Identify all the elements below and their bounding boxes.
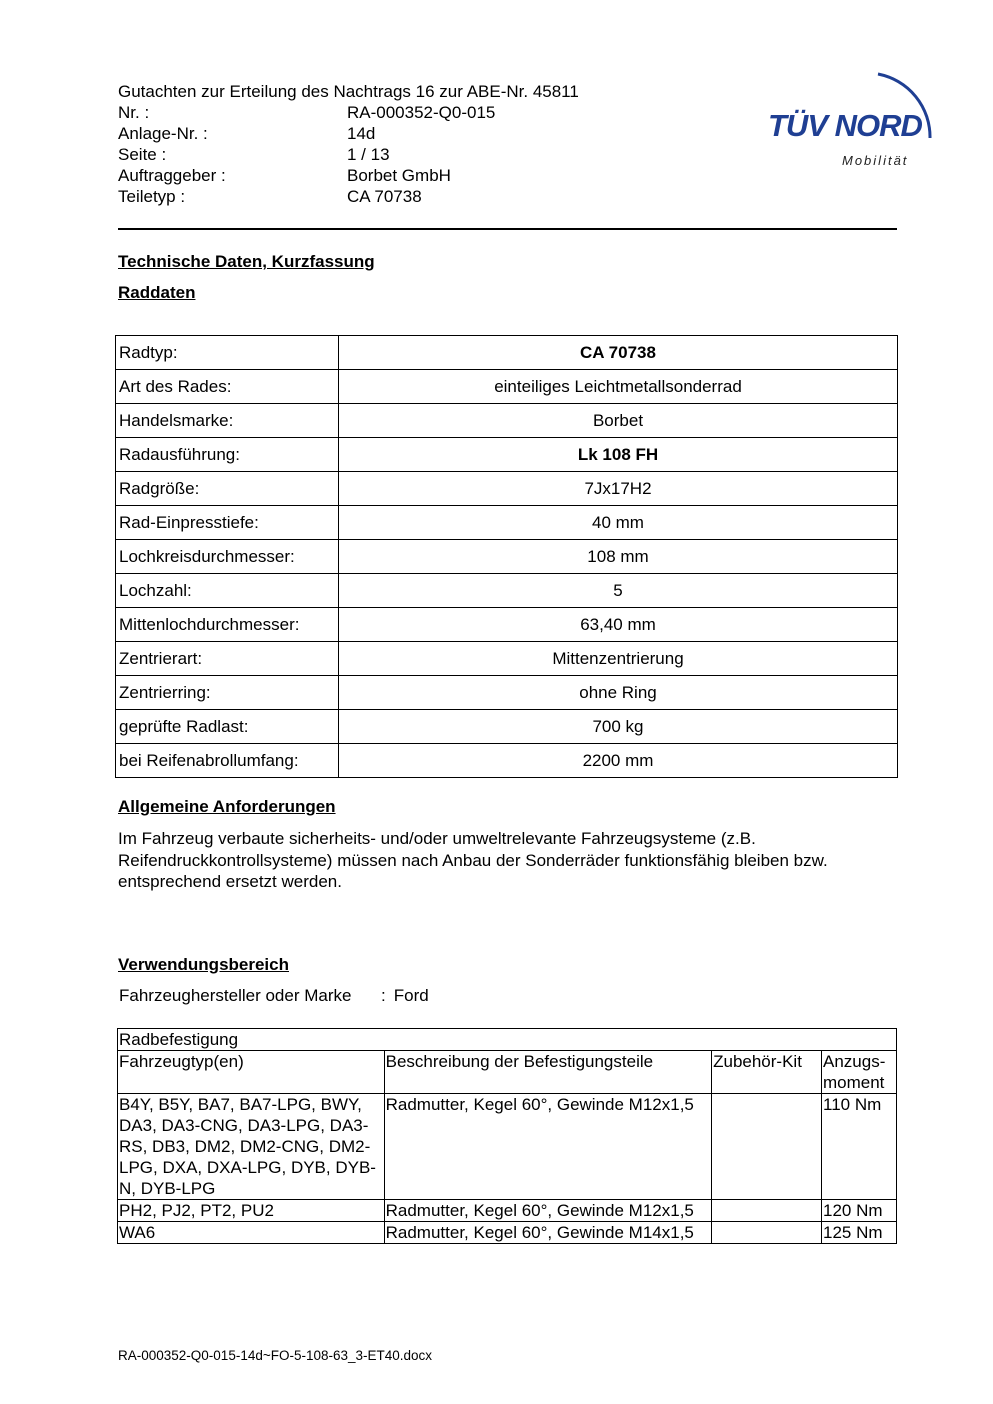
- manufacturer-line: [119, 986, 429, 1006]
- torque-cell: 120 Nm: [822, 1200, 897, 1222]
- wheel-specs-table: [115, 335, 898, 778]
- requirements-paragraph: [118, 828, 908, 893]
- manufacturer-value: Ford: [393, 986, 429, 1005]
- spec-row: [116, 336, 898, 370]
- spec-value: 2200 mm: [339, 744, 898, 778]
- spec-value: 7Jx17H2: [339, 472, 898, 506]
- spec-value: ohne Ring: [339, 676, 898, 710]
- mounting-header-row: [118, 1051, 897, 1094]
- header-value: 14d: [347, 124, 376, 143]
- spec-label: Radtyp:: [116, 336, 339, 370]
- header-divider: [118, 228, 897, 230]
- manufacturer-separator: :: [381, 986, 386, 1005]
- spec-row: [116, 404, 898, 438]
- spec-value: einteiliges Leichtmetallsonderrad: [339, 370, 898, 404]
- logo-wordmark: TÜV NORD: [768, 108, 922, 143]
- spec-row: [116, 506, 898, 540]
- requirements-line: Im Fahrzeug verbaute sicherheits- und/oder umweltrelevante Fahrzeugsysteme (z.B.: [118, 829, 756, 848]
- section-heading-usage: Verwendungsbereich: [118, 955, 289, 974]
- spec-row: [116, 744, 898, 778]
- section-heading-requirements: Allgemeine Anforderungen: [118, 797, 336, 816]
- header-label: Nr. :: [118, 103, 150, 122]
- spec-row: [116, 642, 898, 676]
- spec-value: 700 kg: [339, 710, 898, 744]
- spec-row: [116, 370, 898, 404]
- mounting-row: [118, 1200, 897, 1222]
- spec-row: [116, 574, 898, 608]
- spec-value: Borbet: [339, 404, 898, 438]
- spec-label: Zentrierring:: [116, 676, 339, 710]
- header-value: Borbet GmbH: [347, 166, 451, 185]
- column-header: Beschreibung der Befestigungsteile: [384, 1051, 711, 1094]
- spec-value: Lk 108 FH: [339, 438, 898, 472]
- spec-label: Art des Rades:: [116, 370, 339, 404]
- spec-value: 63,40 mm: [339, 608, 898, 642]
- column-header: Anzugs-moment: [822, 1051, 897, 1094]
- fastener-description-cell: Radmutter, Kegel 60°, Gewinde M14x1,5: [384, 1222, 711, 1244]
- spec-value: 5: [339, 574, 898, 608]
- accessory-kit-cell: [712, 1200, 822, 1222]
- header-row-seite: [118, 144, 579, 165]
- spec-row: [116, 710, 898, 744]
- spec-label: bei Reifenabrollumfang:: [116, 744, 339, 778]
- spec-value: Mittenzentrierung: [339, 642, 898, 676]
- column-header: Zubehör-Kit: [712, 1051, 822, 1094]
- mounting-row: [118, 1222, 897, 1244]
- document-header: [118, 81, 579, 207]
- header-row-nr: [118, 102, 579, 123]
- section-heading-raddaten: Raddaten: [118, 283, 196, 302]
- spec-row: [116, 438, 898, 472]
- fastener-description-cell: Radmutter, Kegel 60°, Gewinde M12x1,5: [384, 1094, 711, 1200]
- spec-value: 40 mm: [339, 506, 898, 540]
- spec-label: Lochzahl:: [116, 574, 339, 608]
- vehicle-types-cell: WA6: [118, 1222, 385, 1244]
- mounting-title-row: [118, 1029, 897, 1051]
- spec-value: CA 70738: [339, 336, 898, 370]
- header-value: 1 / 13: [347, 145, 390, 164]
- spec-label: geprüfte Radlast:: [116, 710, 339, 744]
- spec-label: Lochkreisdurchmesser:: [116, 540, 339, 574]
- mounting-title: Radbefestigung: [118, 1029, 897, 1051]
- spec-row: [116, 676, 898, 710]
- header-value: CA 70738: [347, 187, 422, 206]
- vehicle-types-cell: B4Y, B5Y, BA7, BA7-LPG, BWY, DA3, DA3-CNG, DA3-LPG, DA3-RS, DB3, DM2, DM2-CNG, DM2-LPG, DXA, DXA-LPG, DYB, DYB-N, DYB-LPG: [118, 1094, 385, 1200]
- header-row-teiletyp: [118, 186, 579, 207]
- manufacturer-label: Fahrzeughersteller oder Marke: [119, 986, 352, 1005]
- spec-label: Handelsmarke:: [116, 404, 339, 438]
- spec-value: 108 mm: [339, 540, 898, 574]
- section-heading-tech: Technische Daten, Kurzfassung: [118, 252, 375, 271]
- fastener-description-cell: Radmutter, Kegel 60°, Gewinde M12x1,5: [384, 1200, 711, 1222]
- torque-cell: 110 Nm: [822, 1094, 897, 1200]
- logo-subtitle: Mobilität: [842, 153, 909, 168]
- header-row-anlage: [118, 123, 579, 144]
- accessory-kit-cell: [712, 1222, 822, 1244]
- spec-row: [116, 472, 898, 506]
- torque-cell: 125 Nm: [822, 1222, 897, 1244]
- header-label: Teiletyp :: [118, 187, 186, 206]
- vehicle-types-cell: PH2, PJ2, PT2, PU2: [118, 1200, 385, 1222]
- accessory-kit-cell: [712, 1094, 822, 1200]
- header-row-auftraggeber: [118, 165, 579, 186]
- header-label: Anlage-Nr. :: [118, 124, 208, 143]
- mounting-row: [118, 1094, 897, 1200]
- tuev-nord-logo: [760, 58, 950, 173]
- footer-filename: RA-000352-Q0-015-14d~FO-5-108-63_3-ET40.docx: [118, 1348, 433, 1363]
- requirements-line: Reifendruckkontrollsysteme) müssen nach Anbau der Sonderräder funktionsfähig bleiben bzw.: [118, 850, 828, 870]
- header-label: Auftraggeber :: [118, 166, 226, 185]
- header-value: RA-000352-Q0-015: [347, 103, 496, 122]
- spec-label: Rad-Einpresstiefe:: [116, 506, 339, 540]
- column-header: Fahrzeugtyp(en): [118, 1051, 385, 1094]
- spec-label: Mittenlochdurchmesser:: [116, 608, 339, 642]
- spec-label: Radausführung:: [116, 438, 339, 472]
- spec-row: [116, 540, 898, 574]
- wheel-mounting-table: [117, 1028, 897, 1244]
- spec-row: [116, 608, 898, 642]
- requirements-line: entsprechend ersetzt werden.: [118, 872, 342, 891]
- header-label: Seite :: [118, 145, 167, 164]
- spec-label: Radgröße:: [116, 472, 339, 506]
- document-title: Gutachten zur Erteilung des Nachtrags 16 zur ABE-Nr. 45811: [118, 82, 579, 101]
- spec-label: Zentrierart:: [116, 642, 339, 676]
